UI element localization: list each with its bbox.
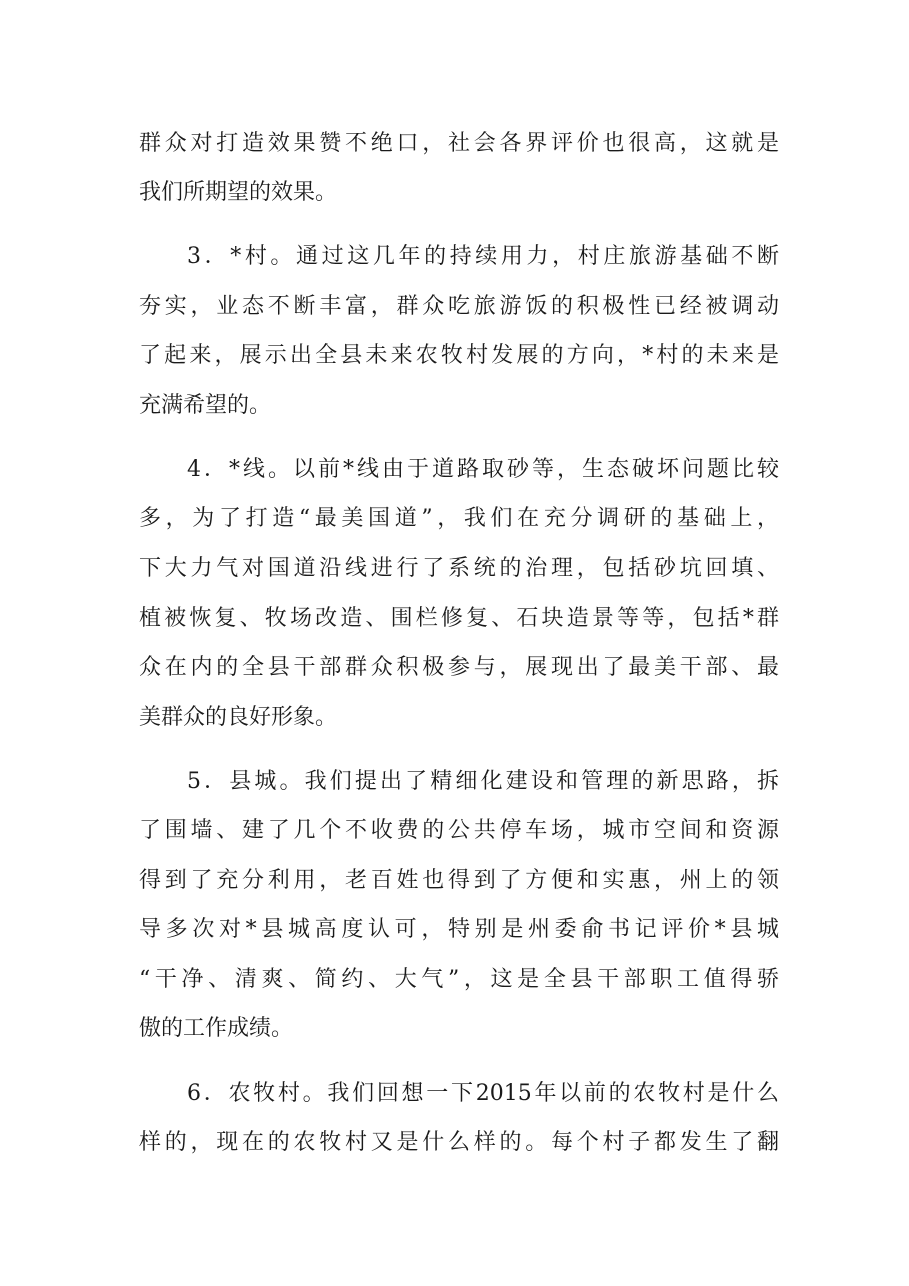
paragraph-heading-line: 3．*村。通过这几年的持续用力，村庄旅游基础不断 [187,244,779,269]
text-line: 夯实，业态不断丰富，群众吃旅游饭的积极性已经被调动 [139,294,779,319]
text-line: 下大力气对国道沿线进行了系统的治理，包括砂坑回填、 [139,556,779,581]
text-line: 了起来，展示出全县未来农牧村发展的方向，*村的未来是 [139,343,779,368]
text-line: 充满希望的。 [139,393,272,418]
text-line: “干净、清爽、简约、大气”，这是全县干部职工值得骄 [139,967,779,992]
text-line: 美群众的良好形象。 [139,705,338,730]
text-line: 植被恢复、牧场改造、围栏修复、石块造景等等，包括*群 [139,606,779,631]
paragraph-heading-line: 6．农牧村。我们回想一下2015年以前的农牧村是什么 [187,1081,779,1106]
paragraph-heading-line: 4．*线。以前*线由于道路取砂等，生态破坏问题比较 [187,457,779,482]
text-line: 众在内的全县干部群众积极参与，展现出了最美干部、最 [139,655,779,680]
paragraph-heading-line: 5．县城。我们提出了精细化建设和管理的新思路，拆 [187,769,779,794]
text-line: 了围墙、建了几个不收费的公共停车场，城市空间和资源 [139,818,779,843]
text-line: 样的，现在的农牧村又是什么样的。每个村子都发生了翻 [139,1130,779,1155]
text-line: 我们所期望的效果。 [139,180,338,205]
text-line: 傲的工作成绩。 [139,1016,294,1041]
text-line: 多，为了打造“最美国道”，我们在充分调研的基础上， [139,506,779,531]
text-line: 得到了充分利用，老百姓也得到了方便和实惠，州上的领 [139,868,779,893]
text-line: 导多次对*县城高度认可，特别是州委俞书记评价*县城 [139,917,779,942]
text-line: 群众对打造效果赞不绝口，社会各界评价也很高，这就是 [139,131,779,156]
